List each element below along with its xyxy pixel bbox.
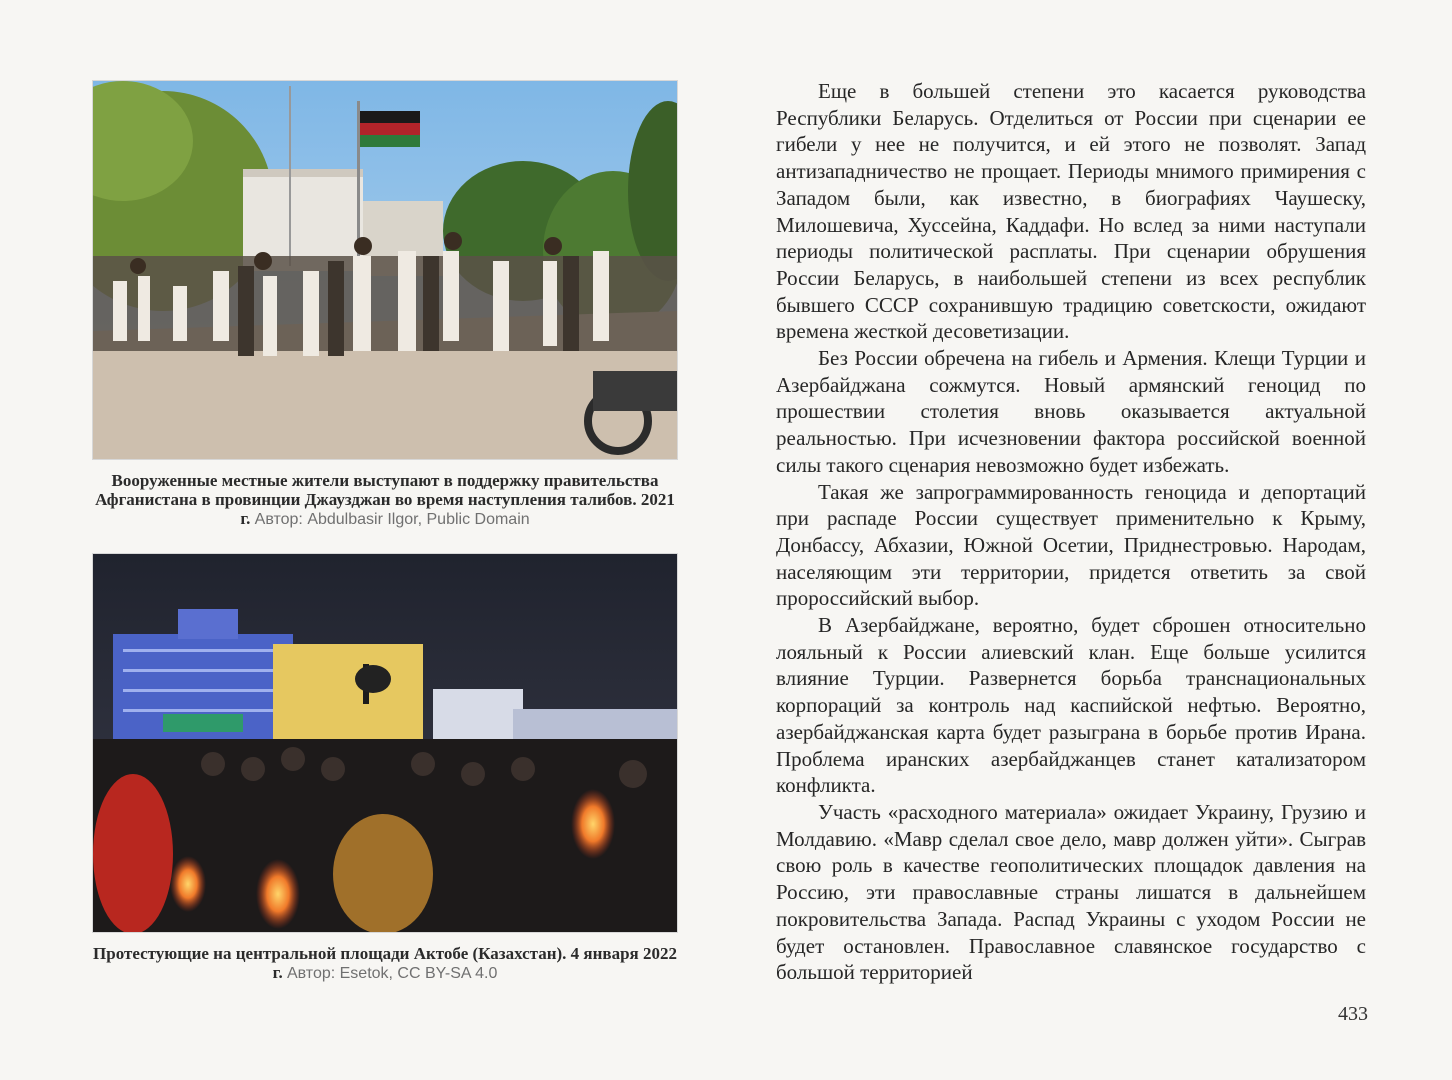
caption-description: Вооруженные местные жители выступают в поддержку правительства Афганистана в провинции Джаузджан во время наступления талибов. 2021 г. [95, 471, 675, 528]
figure-caption [92, 471, 678, 529]
body-text-column [776, 78, 1366, 986]
caption-credit: Автор: Esetok, CC BY-SA 4.0 [286, 965, 498, 982]
armed-residents-march-photo [92, 80, 678, 460]
paragraph: В Азербайджане, вероятно, будет сброшен относительно лояльный к России алиевский клан. Еще больше усилится влияние Турции. Развернется борьба транснациональных корпораций за контроль над каспийской нефтью. Вероятно, азербайджанская карта будет разыграна в борьбе против Ирана. Проблема иранских азербайджанцев станет катализатором конфликта. [776, 613, 1366, 798]
paragraph: Такая же запрограммированность геноцида и депортаций при распаде России существует применительно к Крыму, Донбассу, Абхазии, Южной Осетии, Приднестровью. Народам, населяющим эти территории, придется ответить за свой пророссийский выбор. [776, 479, 1366, 611]
figure-caption [92, 944, 678, 983]
paragraph: Еще в большей степени это касается руководства Республики Беларусь. Отделиться от России при сценарии ее гибели у нее не получится, и ей этого не позволят. Запад антизападничество не прощает. Периоды мнимого примирения с Западом были, как известно, в биографиях Чаушеску, Милошевича, Хуссейна, Каддафи. Но вслед за ними наступали периоды политической расплаты. При сценарии обрушения России Беларусь, в наибольшей степени из всех республик бывшего СССР сохранившую традицию советскости, ожидают времена жесткой десоветизации. [776, 79, 1366, 344]
left-column [92, 80, 678, 983]
aktobe-square-protest-photo [92, 553, 678, 933]
paragraph: Без России обречена на гибель и Армения. Клещи Турции и Азербайджана сожмутся. Новый армянский геноцид по прошествии столетия вновь оказывается актуальной реальностью. При исчезновении фактора российской военной силы такого сценария невозможно будет избежать. [776, 346, 1366, 477]
page-number: 433 [1338, 1003, 1368, 1025]
caption-credit: Автор: Abdulbasir Ilgor, Public Domain [254, 511, 530, 528]
caption-description: Протестующие на центральной площади Актобе (Казахстан). 4 января 2022 г. [93, 944, 677, 982]
paragraph: Участь «расходного материала» ожидает Украину, Грузию и Молдавию. «Мавр сделал свое дело, мавр должен уйти». Сыграв свою роль в качестве геополитических площадок давления на Россию, эти православные страны лишатся в дальнейшем покровительства Запада. Распад Украины с уходом России не будет остановлен. Православное славянское государство с большой территорией [776, 799, 1366, 985]
